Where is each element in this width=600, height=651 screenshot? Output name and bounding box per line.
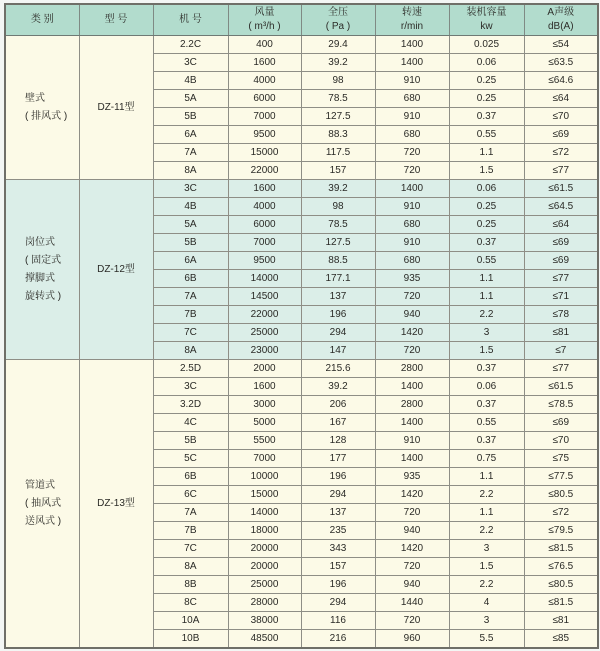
cell-machine-no: 4B	[153, 72, 228, 90]
cell-pressure: 177	[301, 450, 375, 468]
cell-pressure: 39.2	[301, 180, 375, 198]
cell-power: 0.25	[449, 216, 524, 234]
cell-noise-level: ≤69	[524, 234, 598, 252]
cell-noise-level: ≤80.5	[524, 576, 598, 594]
cell-pressure: 98	[301, 72, 375, 90]
cell-noise-level: ≤64.5	[524, 198, 598, 216]
cell-machine-no: 5B	[153, 432, 228, 450]
cell-machine-no: 7C	[153, 324, 228, 342]
cell-airflow: 7000	[228, 450, 301, 468]
cell-pressure: 177.1	[301, 270, 375, 288]
column-header-airflow	[228, 4, 301, 36]
column-header-machine-no	[153, 4, 228, 36]
cell-power: 1.1	[449, 288, 524, 306]
cell-speed: 2800	[375, 360, 449, 378]
cell-airflow: 7000	[228, 108, 301, 126]
cell-speed: 940	[375, 306, 449, 324]
cell-speed: 910	[375, 108, 449, 126]
cell-speed: 720	[375, 144, 449, 162]
cell-noise-level: ≤72	[524, 504, 598, 522]
cell-machine-no: 6B	[153, 468, 228, 486]
cell-airflow: 6000	[228, 90, 301, 108]
cell-power: 0.25	[449, 90, 524, 108]
cell-airflow: 23000	[228, 342, 301, 360]
cell-airflow: 3000	[228, 396, 301, 414]
cell-airflow: 1600	[228, 378, 301, 396]
cell-machine-no: 4B	[153, 198, 228, 216]
cell-power: 1.5	[449, 162, 524, 180]
cell-pressure: 147	[301, 342, 375, 360]
cell-power: 0.55	[449, 414, 524, 432]
cell-noise-level: ≤81	[524, 612, 598, 630]
cell-noise-level: ≤80.5	[524, 486, 598, 504]
cell-machine-no: 8B	[153, 576, 228, 594]
cell-pressure: 294	[301, 594, 375, 612]
cell-airflow: 400	[228, 36, 301, 54]
cell-pressure: 343	[301, 540, 375, 558]
cell-noise-level: ≤81	[524, 324, 598, 342]
cell-pressure: 117.5	[301, 144, 375, 162]
cell-pressure: 78.5	[301, 216, 375, 234]
cell-pressure: 78.5	[301, 90, 375, 108]
cell-power: 0.37	[449, 108, 524, 126]
cell-machine-no: 7A	[153, 504, 228, 522]
cell-power: 1.1	[449, 270, 524, 288]
cell-noise-level: ≤64	[524, 216, 598, 234]
cell-airflow: 38000	[228, 612, 301, 630]
cell-pressure: 215.6	[301, 360, 375, 378]
cell-pressure: 157	[301, 162, 375, 180]
cell-speed: 720	[375, 504, 449, 522]
cell-speed: 960	[375, 630, 449, 649]
cell-power: 0.06	[449, 180, 524, 198]
cell-pressure: 216	[301, 630, 375, 649]
category-line: ( 抽风式	[25, 497, 62, 509]
cell-machine-no: 4C	[153, 414, 228, 432]
cell-machine-no: 7A	[153, 144, 228, 162]
cell-power: 0.37	[449, 432, 524, 450]
cell-pressure: 137	[301, 504, 375, 522]
cell-machine-no: 10A	[153, 612, 228, 630]
cell-pressure: 29.4	[301, 36, 375, 54]
cell-noise-level: ≤75	[524, 450, 598, 468]
cell-power: 0.025	[449, 36, 524, 54]
cell-power: 3	[449, 324, 524, 342]
cell-pressure: 157	[301, 558, 375, 576]
cell-noise-level: ≤77.5	[524, 468, 598, 486]
cell-noise-level: ≤78	[524, 306, 598, 324]
cell-power: 4	[449, 594, 524, 612]
cell-airflow: 48500	[228, 630, 301, 649]
cell-power: 2.2	[449, 306, 524, 324]
cell-speed: 910	[375, 198, 449, 216]
cell-speed: 1400	[375, 180, 449, 198]
cell-noise-level: ≤70	[524, 108, 598, 126]
cell-machine-no: 7C	[153, 540, 228, 558]
table-body	[5, 36, 598, 649]
cell-power: 5.5	[449, 630, 524, 649]
column-header-model	[79, 4, 153, 36]
cell-airflow: 2000	[228, 360, 301, 378]
category-line: 管道式	[25, 479, 55, 491]
cell-power: 0.55	[449, 126, 524, 144]
cell-speed: 2800	[375, 396, 449, 414]
cell-speed: 680	[375, 126, 449, 144]
model-cell: DZ-11型	[79, 36, 153, 180]
cell-noise-level: ≤69	[524, 126, 598, 144]
cell-airflow: 20000	[228, 540, 301, 558]
cell-pressure: 98	[301, 198, 375, 216]
cell-pressure: 196	[301, 576, 375, 594]
cell-airflow: 25000	[228, 576, 301, 594]
cell-machine-no: 7A	[153, 288, 228, 306]
cell-power: 2.2	[449, 486, 524, 504]
cell-machine-no: 7B	[153, 522, 228, 540]
cell-speed: 910	[375, 432, 449, 450]
cell-pressure: 88.3	[301, 126, 375, 144]
cell-speed: 910	[375, 234, 449, 252]
cell-airflow: 22000	[228, 162, 301, 180]
header-label: 型 号	[104, 14, 128, 25]
category-line: 撑脚式	[25, 272, 55, 284]
header-label: 装机容量	[466, 7, 507, 18]
cell-noise-level: ≤77	[524, 270, 598, 288]
cell-speed: 720	[375, 342, 449, 360]
cell-power: 0.06	[449, 54, 524, 72]
cell-pressure: 127.5	[301, 108, 375, 126]
cell-airflow: 15000	[228, 486, 301, 504]
cell-machine-no: 5A	[153, 90, 228, 108]
cell-airflow: 1600	[228, 54, 301, 72]
cell-noise-level: ≤81.5	[524, 540, 598, 558]
category-line: 送风式 )	[25, 515, 62, 527]
cell-power: 0.55	[449, 252, 524, 270]
cell-power: 1.5	[449, 558, 524, 576]
category-line: ( 固定式	[25, 254, 62, 266]
cell-noise-level: ≤70	[524, 432, 598, 450]
cell-airflow: 10000	[228, 468, 301, 486]
cell-speed: 1400	[375, 378, 449, 396]
cell-speed: 940	[375, 522, 449, 540]
cell-airflow: 14500	[228, 288, 301, 306]
table-row	[5, 36, 598, 54]
cell-pressure: 127.5	[301, 234, 375, 252]
cell-pressure: 294	[301, 324, 375, 342]
cell-pressure: 39.2	[301, 54, 375, 72]
cell-airflow: 28000	[228, 594, 301, 612]
cell-machine-no: 2.2C	[153, 36, 228, 54]
cell-noise-level: ≤72	[524, 144, 598, 162]
cell-airflow: 4000	[228, 198, 301, 216]
cell-airflow: 22000	[228, 306, 301, 324]
category-line: 岗位式	[25, 236, 55, 248]
cell-pressure: 235	[301, 522, 375, 540]
cell-noise-level: ≤61.5	[524, 378, 598, 396]
header-label: 类 别	[30, 14, 54, 25]
cell-power: 0.37	[449, 234, 524, 252]
column-header-category	[5, 4, 79, 36]
cell-speed: 935	[375, 468, 449, 486]
cell-noise-level: ≤54	[524, 36, 598, 54]
cell-machine-no: 6C	[153, 486, 228, 504]
cell-noise-level: ≤77	[524, 360, 598, 378]
cell-airflow: 7000	[228, 234, 301, 252]
cell-machine-no: 3C	[153, 378, 228, 396]
header-label: 全压	[328, 7, 348, 18]
cell-machine-no: 3.2D	[153, 396, 228, 414]
cell-airflow: 5500	[228, 432, 301, 450]
cell-speed: 720	[375, 162, 449, 180]
cell-pressure: 39.2	[301, 378, 375, 396]
column-header-noise-level	[524, 4, 598, 36]
cell-power: 1.5	[449, 342, 524, 360]
header-unit: r/min	[400, 21, 424, 32]
header-label: 风量	[254, 7, 275, 18]
category-cell	[5, 180, 79, 360]
cell-pressure: 128	[301, 432, 375, 450]
cell-noise-level: ≤71	[524, 288, 598, 306]
category-line: 旋转式 )	[25, 290, 62, 302]
cell-machine-no: 6A	[153, 252, 228, 270]
cell-machine-no: 7B	[153, 306, 228, 324]
cell-speed: 720	[375, 558, 449, 576]
cell-noise-level: ≤69	[524, 252, 598, 270]
cell-airflow: 9500	[228, 126, 301, 144]
cell-airflow: 25000	[228, 324, 301, 342]
cell-noise-level: ≤64.6	[524, 72, 598, 90]
cell-speed: 1420	[375, 486, 449, 504]
header-unit: ( m³/h )	[248, 21, 281, 32]
cell-speed: 1400	[375, 54, 449, 72]
cell-speed: 720	[375, 288, 449, 306]
cell-machine-no: 8A	[153, 558, 228, 576]
cell-pressure: 196	[301, 468, 375, 486]
header-unit: kw	[480, 21, 493, 32]
header-label: A声级	[547, 7, 575, 18]
cell-power: 1.1	[449, 144, 524, 162]
cell-airflow: 20000	[228, 558, 301, 576]
cell-machine-no: 5A	[153, 216, 228, 234]
cell-power: 1.1	[449, 468, 524, 486]
cell-machine-no: 5B	[153, 234, 228, 252]
cell-machine-no: 5C	[153, 450, 228, 468]
header-unit: ( Pa )	[325, 21, 351, 32]
cell-power: 0.06	[449, 378, 524, 396]
cell-airflow: 9500	[228, 252, 301, 270]
category-line: 壁式	[25, 92, 45, 104]
cell-machine-no: 8A	[153, 162, 228, 180]
cell-pressure: 294	[301, 486, 375, 504]
cell-speed: 720	[375, 612, 449, 630]
cell-speed: 940	[375, 576, 449, 594]
cell-airflow: 18000	[228, 522, 301, 540]
cell-power: 3	[449, 612, 524, 630]
cell-power: 0.37	[449, 360, 524, 378]
cell-noise-level: ≤69	[524, 414, 598, 432]
cell-noise-level: ≤76.5	[524, 558, 598, 576]
cell-speed: 680	[375, 216, 449, 234]
column-header-power	[449, 4, 524, 36]
cell-pressure: 88.5	[301, 252, 375, 270]
cell-noise-level: ≤78.5	[524, 396, 598, 414]
category-cell	[5, 360, 79, 649]
cell-speed: 1420	[375, 324, 449, 342]
cell-noise-level: ≤85	[524, 630, 598, 649]
cell-power: 0.75	[449, 450, 524, 468]
table-row	[5, 360, 598, 378]
cell-airflow: 4000	[228, 72, 301, 90]
category-cell	[5, 36, 79, 180]
cell-noise-level: ≤63.5	[524, 54, 598, 72]
cell-machine-no: 2.5D	[153, 360, 228, 378]
cell-speed: 1400	[375, 36, 449, 54]
cell-machine-no: 10B	[153, 630, 228, 649]
cell-power: 2.2	[449, 576, 524, 594]
header-label: 机 号	[179, 14, 202, 25]
cell-noise-level: ≤61.5	[524, 180, 598, 198]
header-label: 转速	[402, 7, 422, 18]
table-header	[5, 4, 598, 36]
model-cell: DZ-12型	[79, 180, 153, 360]
cell-airflow: 14000	[228, 504, 301, 522]
column-header-pressure	[301, 4, 375, 36]
cell-power: 2.2	[449, 522, 524, 540]
category-line: ( 排风式 )	[25, 110, 68, 122]
cell-speed: 935	[375, 270, 449, 288]
cell-pressure: 196	[301, 306, 375, 324]
cell-speed: 910	[375, 72, 449, 90]
header-unit: dB(A)	[547, 21, 574, 32]
cell-machine-no: 6B	[153, 270, 228, 288]
cell-machine-no: 6A	[153, 126, 228, 144]
cell-pressure: 167	[301, 414, 375, 432]
header-row	[5, 4, 598, 36]
cell-airflow: 5000	[228, 414, 301, 432]
cell-airflow: 14000	[228, 270, 301, 288]
cell-speed: 680	[375, 90, 449, 108]
cell-pressure: 206	[301, 396, 375, 414]
cell-speed: 1440	[375, 594, 449, 612]
fan-spec-table	[4, 3, 599, 649]
cell-noise-level: ≤64	[524, 90, 598, 108]
cell-power: 0.37	[449, 396, 524, 414]
cell-airflow: 15000	[228, 144, 301, 162]
cell-power: 1.1	[449, 504, 524, 522]
cell-speed: 1400	[375, 450, 449, 468]
column-header-speed	[375, 4, 449, 36]
cell-noise-level: ≤77	[524, 162, 598, 180]
cell-noise-level: ≤7	[524, 342, 598, 360]
cell-speed: 680	[375, 252, 449, 270]
cell-machine-no: 8A	[153, 342, 228, 360]
cell-power: 0.25	[449, 198, 524, 216]
cell-airflow: 1600	[228, 180, 301, 198]
table-row	[5, 180, 598, 198]
cell-pressure: 116	[301, 612, 375, 630]
cell-machine-no: 3C	[153, 54, 228, 72]
cell-machine-no: 5B	[153, 108, 228, 126]
cell-power: 0.25	[449, 72, 524, 90]
cell-machine-no: 3C	[153, 180, 228, 198]
cell-airflow: 6000	[228, 216, 301, 234]
cell-machine-no: 8C	[153, 594, 228, 612]
cell-speed: 1420	[375, 540, 449, 558]
cell-power: 3	[449, 540, 524, 558]
cell-noise-level: ≤81.5	[524, 594, 598, 612]
cell-speed: 1400	[375, 414, 449, 432]
cell-noise-level: ≤79.5	[524, 522, 598, 540]
cell-pressure: 137	[301, 288, 375, 306]
model-cell: DZ-13型	[79, 360, 153, 649]
